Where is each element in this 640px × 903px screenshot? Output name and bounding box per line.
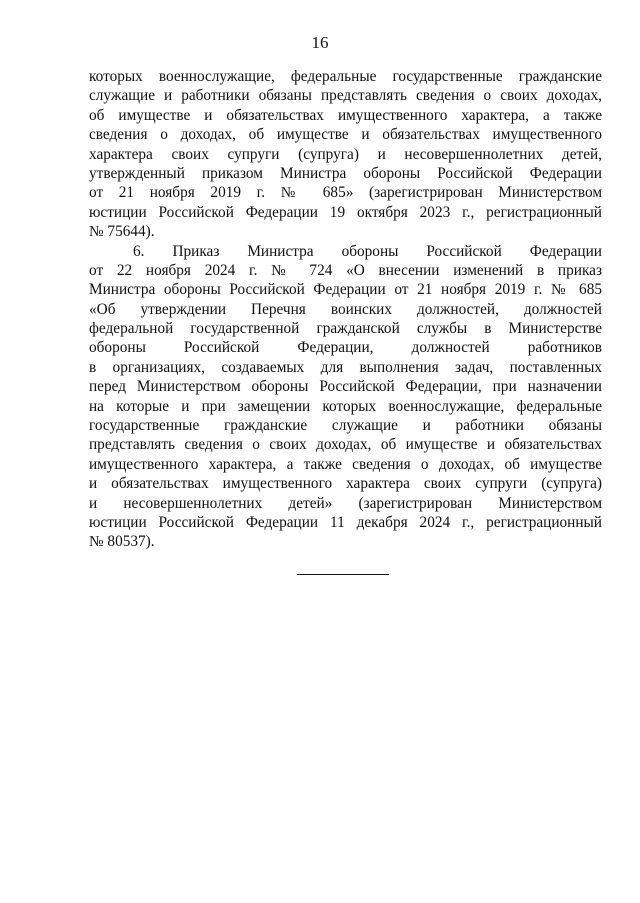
text-line: характера своих супруги (супруга) и несовершеннолетних детей, bbox=[89, 145, 602, 163]
text-line: № 75644). bbox=[89, 223, 155, 241]
text-line: сведения о доходах, об имуществе и обязательствах имущественного bbox=[89, 126, 602, 144]
text-line: государственные гражданские служащие и работники обязаны bbox=[89, 417, 602, 435]
text-line: перед Министерством обороны Российской Федерации, при назначении bbox=[89, 378, 602, 396]
text-line: от 21 ноября 2019 г. № 685» (зарегистрирован Министерством bbox=[89, 184, 602, 202]
text-line: имущественного характера, а также сведения о доходах, об имуществе bbox=[89, 455, 602, 473]
text-line: «Об утверждении Перечня воинских должностей, должностей bbox=[89, 300, 602, 318]
end-separator-line bbox=[297, 574, 389, 575]
text-line: и несовершеннолетних детей» (зарегистрирован Министерством bbox=[89, 494, 602, 512]
text-line: юстиции Российской Федерации 11 декабря 2024 г., регистрационный bbox=[89, 513, 602, 531]
text-line: Министра обороны Российской Федерации от 21 ноября 2019 г. № 685 bbox=[89, 281, 602, 299]
page-number: 16 bbox=[311, 33, 329, 52]
text-line: на которые и при замещении которых военнослужащие, федеральные bbox=[89, 397, 602, 415]
text-line: федеральной государственной гражданской службы в Министерстве bbox=[89, 320, 602, 338]
document-body bbox=[89, 67, 602, 552]
text-line: юстиции Российской Федерации 19 октября 2023 г., регистрационный bbox=[89, 203, 602, 221]
text-line: которых военнослужащие, федеральные государственные гражданские bbox=[89, 68, 602, 85]
text-line: обороны Российской Федерации, должностей работников bbox=[89, 339, 602, 357]
text-line: и обязательствах имущественного характера своих супруги (супруга) bbox=[89, 475, 602, 493]
text-line: об имуществе и обязательствах имущественного характера, а также bbox=[89, 106, 602, 124]
text-line: от 22 ноября 2024 г. № 724 «О внесении изменений в приказ bbox=[89, 261, 602, 279]
text-line: представлять сведения о своих доходах, об имуществе и обязательствах bbox=[89, 436, 602, 454]
text-line: утвержденный приказом Министра обороны Российской Федерации bbox=[89, 164, 602, 182]
text-line: в организациях, создаваемых для выполнения задач, поставленных bbox=[89, 358, 602, 376]
text-line: № 80537). bbox=[89, 533, 155, 551]
text-line: 6. Приказ Министра обороны Российской Федерации bbox=[133, 242, 602, 260]
text-line: служащие и работники обязаны представлять сведения о своих доходах, bbox=[89, 87, 602, 105]
